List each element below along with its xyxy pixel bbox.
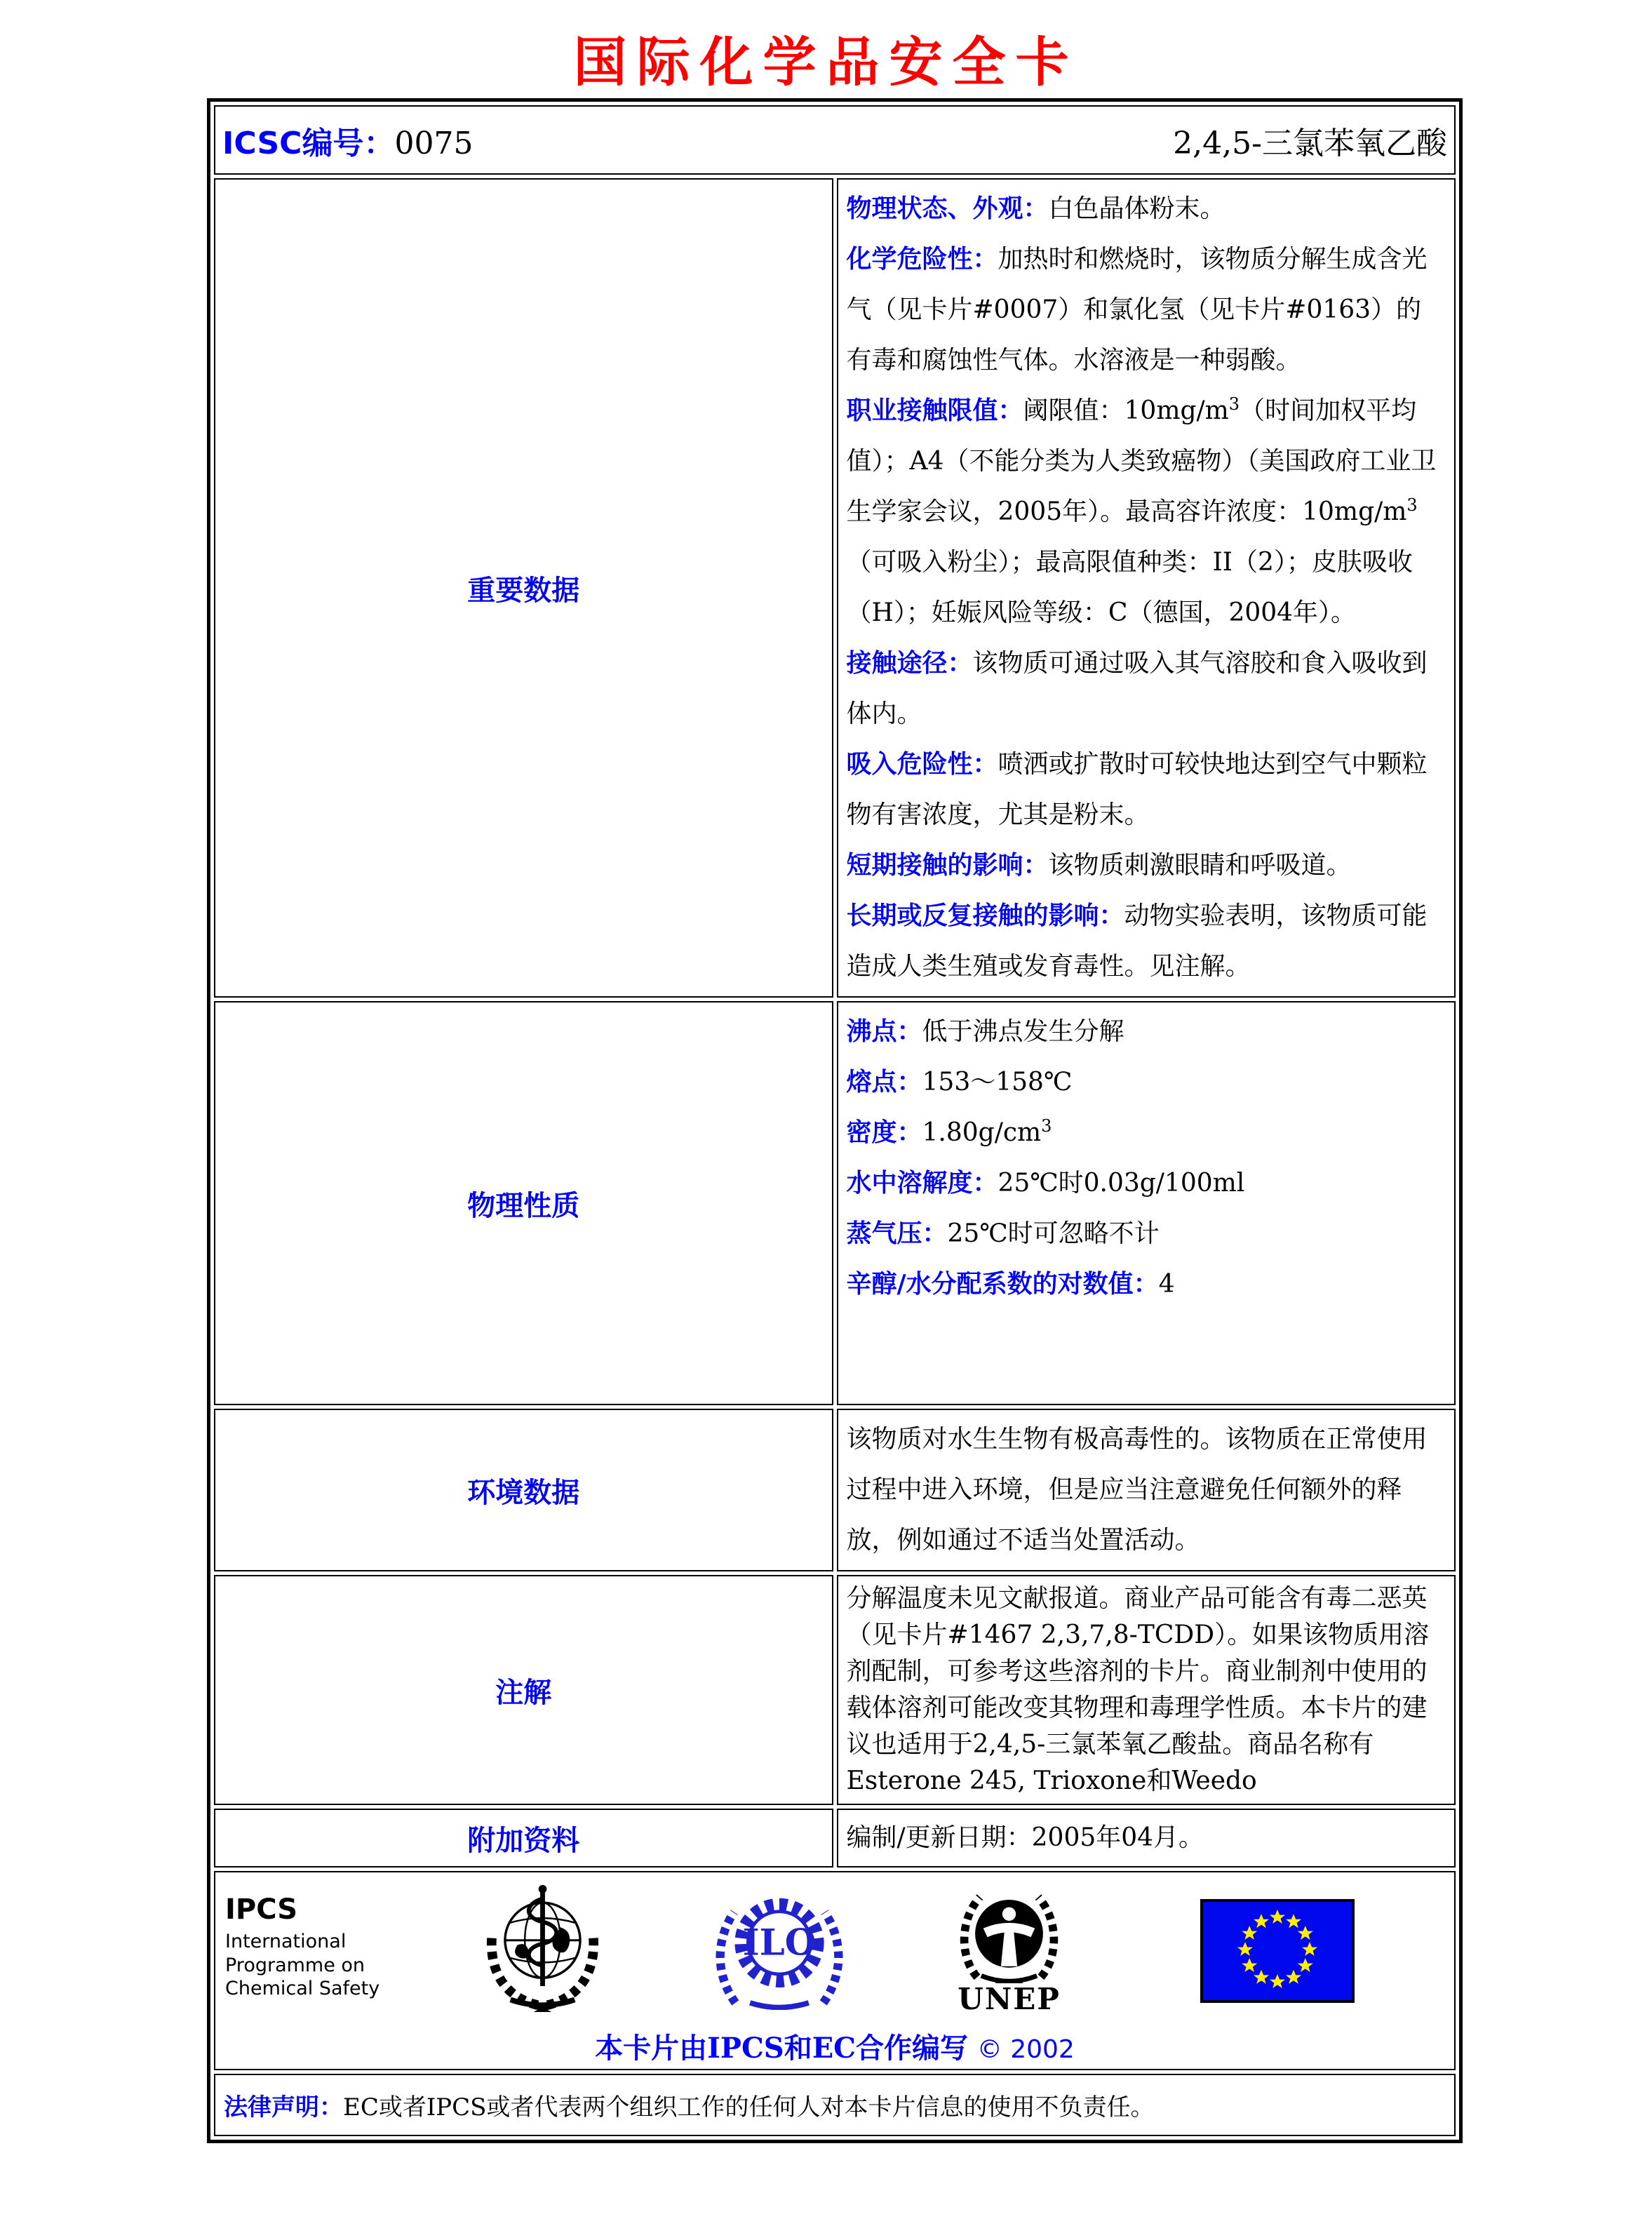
- superscript: 3: [1228, 394, 1240, 414]
- ilo-logo-icon: [713, 1885, 846, 2010]
- chemical-name: 2,4,5-三氯苯氧乙酸: [1173, 125, 1447, 161]
- page-title: 国际化学品安全卡: [573, 31, 1079, 93]
- additional-info-text: 编制/更新日期：2005年04月。: [846, 1823, 1204, 1852]
- additional-info-row: [214, 1809, 1456, 1867]
- legal-notice-text: EC或者IPCS或者代表两个组织工作的任何人对本卡片信息的使用不负责任。: [343, 2093, 1155, 2121]
- unep-logo-block: [951, 1878, 1067, 2016]
- ipcs-subtitle-line: Programme on: [225, 1954, 365, 1976]
- item-density: 密度：$1.80g/cm^3$: [846, 1116, 1052, 1147]
- section-label-additional-info: 附加资料: [214, 1809, 833, 1867]
- item-vapour-pressure: 蒸气压：25℃时可忽略不计: [846, 1219, 1160, 1248]
- environmental-data-content: [837, 1409, 1456, 1571]
- item-boiling-point: 沸点：低于沸点发生分解: [846, 1017, 1124, 1046]
- notes-content: [837, 1575, 1456, 1805]
- header-row: [214, 105, 1456, 175]
- eu-flag-icon: [1200, 1899, 1355, 2003]
- logos-row: [214, 1871, 1456, 2070]
- section-label-important-data: 重要数据: [214, 178, 833, 998]
- item-short-term-effects: 短期接触的影响：该物质刺激眼睛和呼吸道。: [846, 851, 1352, 880]
- physical-properties-content: [837, 1001, 1456, 1405]
- item-melting-point: 熔点：153～158℃: [846, 1068, 1073, 1097]
- unep-logo-icon: [951, 1878, 1067, 1983]
- item-occupational-exposure-limits: 职业接触限值：阈限值：$10mg/m^3$（时间加权平均值）；A4（不能分类为人类致癌物）（美国政府工业卫生学家会议，2005年）。最高容许浓度：$10mg/m^3$（可吸入粉尘）；最高限值种类：II（2）；皮肤吸收（H）；妊娠风险等级：C（德国，2004年）。: [846, 394, 1437, 627]
- ipcs-title: IPCS: [225, 1893, 298, 1926]
- icsc-number-group: [222, 118, 473, 163]
- legal-notice-row: [214, 2074, 1456, 2136]
- ilo-letters: ILO: [742, 1921, 817, 1964]
- item-inhalation-risk: 吸入危险性：喷洒或扩散时可较快地达到空气中颗粒物有害浓度，尤其是粉末。: [846, 750, 1428, 829]
- item-physical-state: 物理状态、外观：白色晶体粉末。: [846, 194, 1225, 223]
- item-water-solubility: 水中溶解度：25℃时0.03g/100ml: [846, 1169, 1245, 1198]
- ipcs-text-block: [225, 1893, 387, 2001]
- cooperation-caption: [215, 2026, 1454, 2066]
- physical-properties-row: [214, 1001, 1456, 1405]
- icsc-number-label: ICSC编号：: [222, 125, 395, 161]
- header-cell: [214, 105, 1456, 175]
- important-data-row: [214, 178, 1456, 998]
- environmental-data-text: 该物质对水生生物有极高毒性的。该物质在正常使用过程中进入环境，但是应当注意避免任何额外的释放，例如通过不适当处置活动。: [846, 1425, 1428, 1555]
- unep-wordmark: UNEP: [958, 1982, 1061, 2016]
- superscript: 3: [1406, 495, 1418, 515]
- legal-notice-label: 法律声明：: [224, 2093, 343, 2121]
- who-logo-icon: [478, 1882, 607, 2012]
- caption-text: 本卡片由IPCS和EC合作编写: [595, 2032, 969, 2065]
- item-long-term-effects: 长期或反复接触的影响：动物实验表明，该物质可能造成人类生殖或发育毒性。见注解。: [846, 901, 1428, 981]
- notes-row: [214, 1575, 1456, 1805]
- logos-cell: [214, 1871, 1456, 2070]
- legal-notice-cell: [214, 2074, 1456, 2136]
- important-data-content: [837, 178, 1456, 998]
- ipcs-subtitle-line: International: [225, 1930, 347, 1952]
- superscript: 3: [1041, 1116, 1052, 1136]
- environmental-data-row: [214, 1409, 1456, 1571]
- item-routes-of-exposure: 接触途径：该物质可通过吸入其气溶胶和食入吸收到体内。: [846, 649, 1428, 728]
- section-label-notes: 注解: [214, 1575, 833, 1805]
- copyright-text: © 2002: [976, 2035, 1075, 2064]
- section-label-environmental-data: 环境数据: [214, 1409, 833, 1571]
- notes-text: 分解温度未见文献报道。商业产品可能含有毒二恶英（见卡片#1467 2,3,7,8-TCDD）。如果该物质用溶剂配制，可参考这些溶剂的卡片。商业制剂中使用的载体溶剂可能改变其物理和毒理学性质。本卡片的建议也适用于2,4,5-三氯苯氧乙酸盐。商品名称有Esterone 245, Trioxone和Weedo: [846, 1584, 1430, 1795]
- section-label-physical-properties: 物理性质: [214, 1001, 833, 1405]
- icsc-card-table: [207, 98, 1463, 2143]
- icsc-number-value: 0075: [394, 125, 474, 161]
- additional-info-content: [837, 1809, 1456, 1867]
- item-octanol-water-partition: 辛醇/水分配系数的对数值：4: [846, 1270, 1175, 1299]
- ipcs-subtitle-line: Chemical Safety: [225, 1978, 380, 2000]
- item-chemical-dangers: 化学危险性：加热时和燃烧时，该物质分解生成含光气（见卡片#0007）和氯化氢（见卡片#0163）的有毒和腐蚀性气体。水溶液是一种弱酸。: [846, 245, 1428, 375]
